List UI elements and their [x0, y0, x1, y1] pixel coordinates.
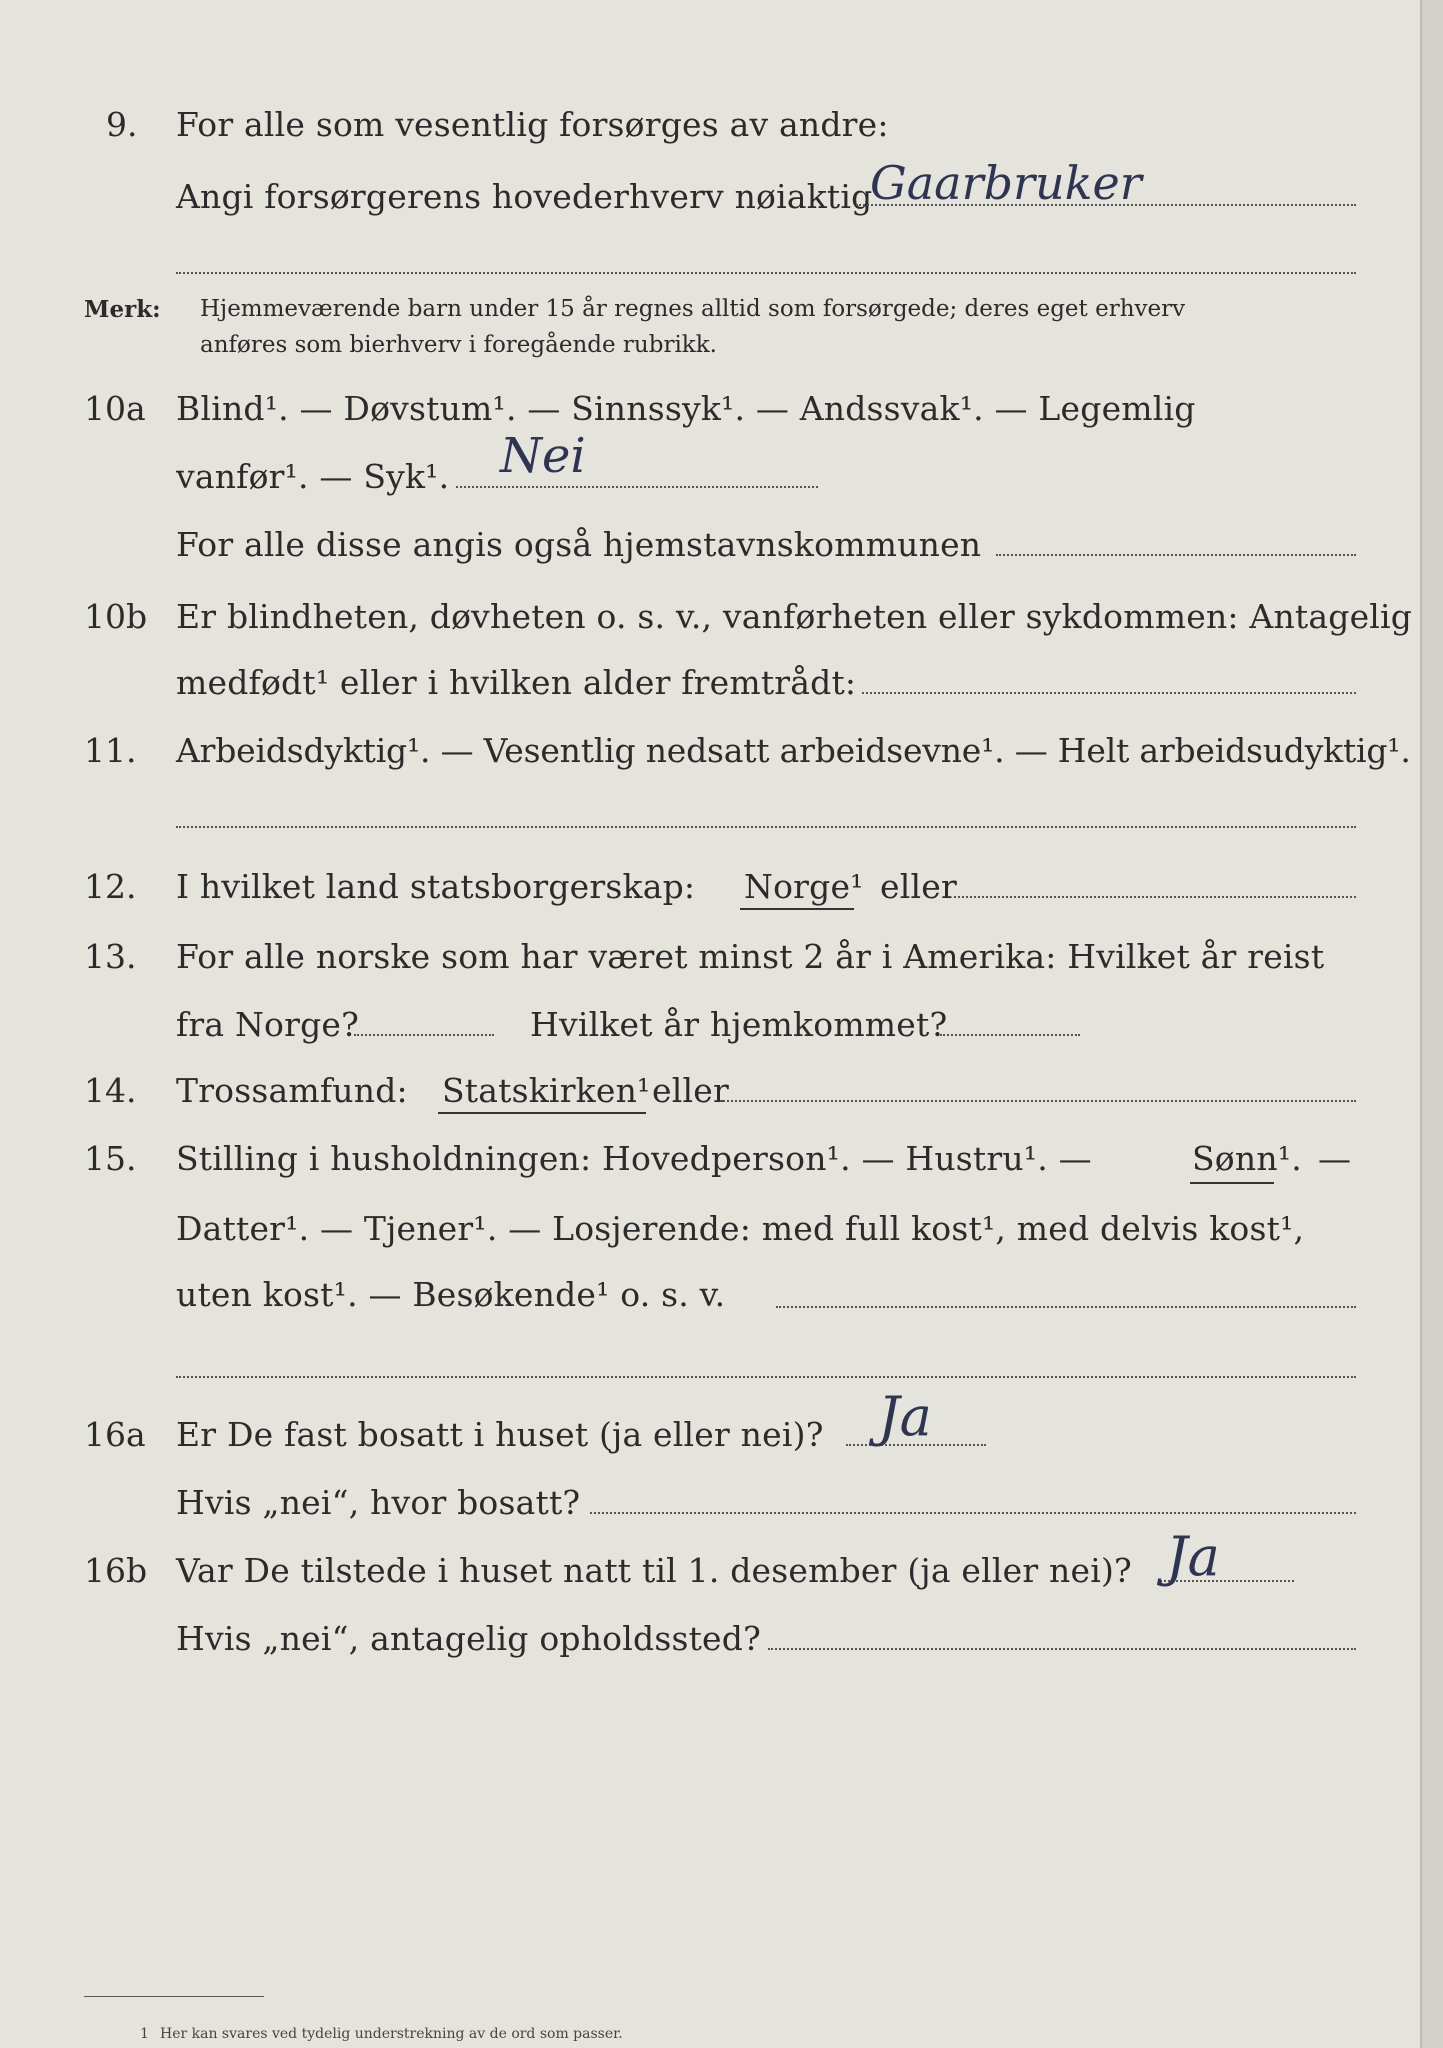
q9-number: 9.	[106, 105, 138, 144]
q13-part-b: Hvilket år hjemkommet?	[530, 1005, 948, 1044]
q10b-line1: Er blindheten, døvheten o. s. v., vanførheten eller sykdommen: Antagelig	[176, 597, 1413, 636]
q11-line1: Arbeidsdyktig¹. — Vesentlig nedsatt arbeidsevne¹. — Helt arbeidsudyktig¹.	[176, 731, 1411, 770]
q14-suffix: eller	[652, 1071, 729, 1110]
q15-line3: uten kost¹. — Besøkende¹ o. s. v.	[176, 1275, 726, 1314]
q15-sonn-underline	[1190, 1182, 1274, 1184]
q9-extra-line[interactable]	[176, 272, 1356, 274]
q9-line1: For alle som vesentlig forsørges av andre:	[176, 105, 889, 144]
q10a-answer-line[interactable]	[456, 486, 818, 488]
q10b-answer-line[interactable]	[862, 692, 1356, 694]
merk-line1: Hjemmeværende barn under 15 år regnes alltid som forsørgede; deres eget erhverv	[200, 296, 1186, 322]
q13-part-a: fra Norge?	[176, 1005, 360, 1044]
q15-line2: Datter¹. — Tjener¹. — Losjerende: med full kost¹, med delvis kost¹,	[176, 1209, 1305, 1248]
q14-answer-line[interactable]	[720, 1100, 1356, 1102]
q12-number: 12.	[84, 867, 137, 906]
q15-line1-suffix: —	[1318, 1139, 1352, 1178]
merk-label: Merk:	[84, 296, 161, 323]
q15-extra-line[interactable]	[176, 1376, 1356, 1378]
q16b-line2: Hvis „nei“, antagelig opholdssted?	[176, 1619, 761, 1658]
q11-number: 11.	[84, 731, 137, 770]
q16a-line2: Hvis „nei“, hvor bosatt?	[176, 1483, 581, 1522]
q14-statskirken-underline	[438, 1112, 646, 1114]
q15-option-sonn[interactable]: Sønn¹.	[1192, 1139, 1302, 1178]
q10a-line2: vanfør¹. — Syk¹.	[176, 457, 450, 496]
q12-suffix: eller	[880, 867, 957, 906]
q12-prefix: I hvilket land statsborgerskap:	[176, 867, 696, 906]
q10a-number: 10a	[84, 389, 146, 428]
q11-answer-line[interactable]	[176, 826, 1356, 828]
q13-year-returned-line[interactable]	[940, 1034, 1080, 1036]
q12-option-norge[interactable]: Norge¹	[744, 867, 864, 906]
q12-answer-line[interactable]	[954, 896, 1356, 898]
q14-number: 14.	[84, 1071, 137, 1110]
q13-line1: For alle norske som har været minst 2 år i Amerika: Hvilket år reist	[176, 937, 1325, 976]
q10a-home-line[interactable]	[996, 554, 1356, 556]
q12-norge-underline	[740, 908, 854, 910]
q10b-number: 10b	[84, 597, 148, 636]
q10a-line3: For alle disse angis også hjemstavnskommunen	[176, 525, 982, 564]
q15-number: 15.	[84, 1139, 137, 1178]
q16b-number: 16b	[84, 1551, 148, 1590]
q16b-line1: Var De tilstede i huset natt til 1. desember (ja eller nei)?	[176, 1551, 1132, 1590]
q10b-line2: medfødt¹ eller i hvilken alder fremtrådt:	[176, 663, 857, 702]
q13-year-left-line[interactable]	[354, 1034, 494, 1036]
footnote-marker: 1	[140, 2026, 149, 2042]
merk-line2: anføres som bierhverv i foregående rubrikk.	[200, 332, 717, 358]
q10a-handwritten-answer: Nei	[500, 428, 586, 484]
q16a-line1: Er De fast bosatt i huset (ja eller nei)?	[176, 1415, 824, 1454]
q9-line2: Angi forsørgerens hovederhverv nøiaktig	[176, 177, 873, 216]
footnote-rule	[84, 1996, 264, 1997]
q14-option-statskirken[interactable]: Statskirken¹	[442, 1071, 651, 1110]
q13-number: 13.	[84, 937, 137, 976]
q16a-residence-line[interactable]	[590, 1512, 1356, 1514]
q15-line1-prefix: Stilling i husholdningen: Hovedperson¹. — Hustru¹. —	[176, 1139, 1092, 1178]
page-edge	[1420, 0, 1443, 2048]
q16a-handwritten-answer: Ja	[878, 1385, 932, 1448]
q15-answer-line[interactable]	[776, 1306, 1356, 1308]
q16b-handwritten-answer: Ja	[1166, 1525, 1220, 1588]
q9-handwritten-answer: Gaarbruker	[870, 156, 1142, 210]
q16b-location-line[interactable]	[768, 1648, 1356, 1650]
q10a-line1: Blind¹. — Døvstum¹. — Sinnssyk¹. — Andssvak¹. — Legemlig	[176, 389, 1196, 428]
q14-prefix: Trossamfund:	[176, 1071, 408, 1110]
q16a-number: 16a	[84, 1415, 146, 1454]
footnote-text: Her kan svares ved tydelig understrekning av de ord som passer.	[160, 2026, 623, 2042]
